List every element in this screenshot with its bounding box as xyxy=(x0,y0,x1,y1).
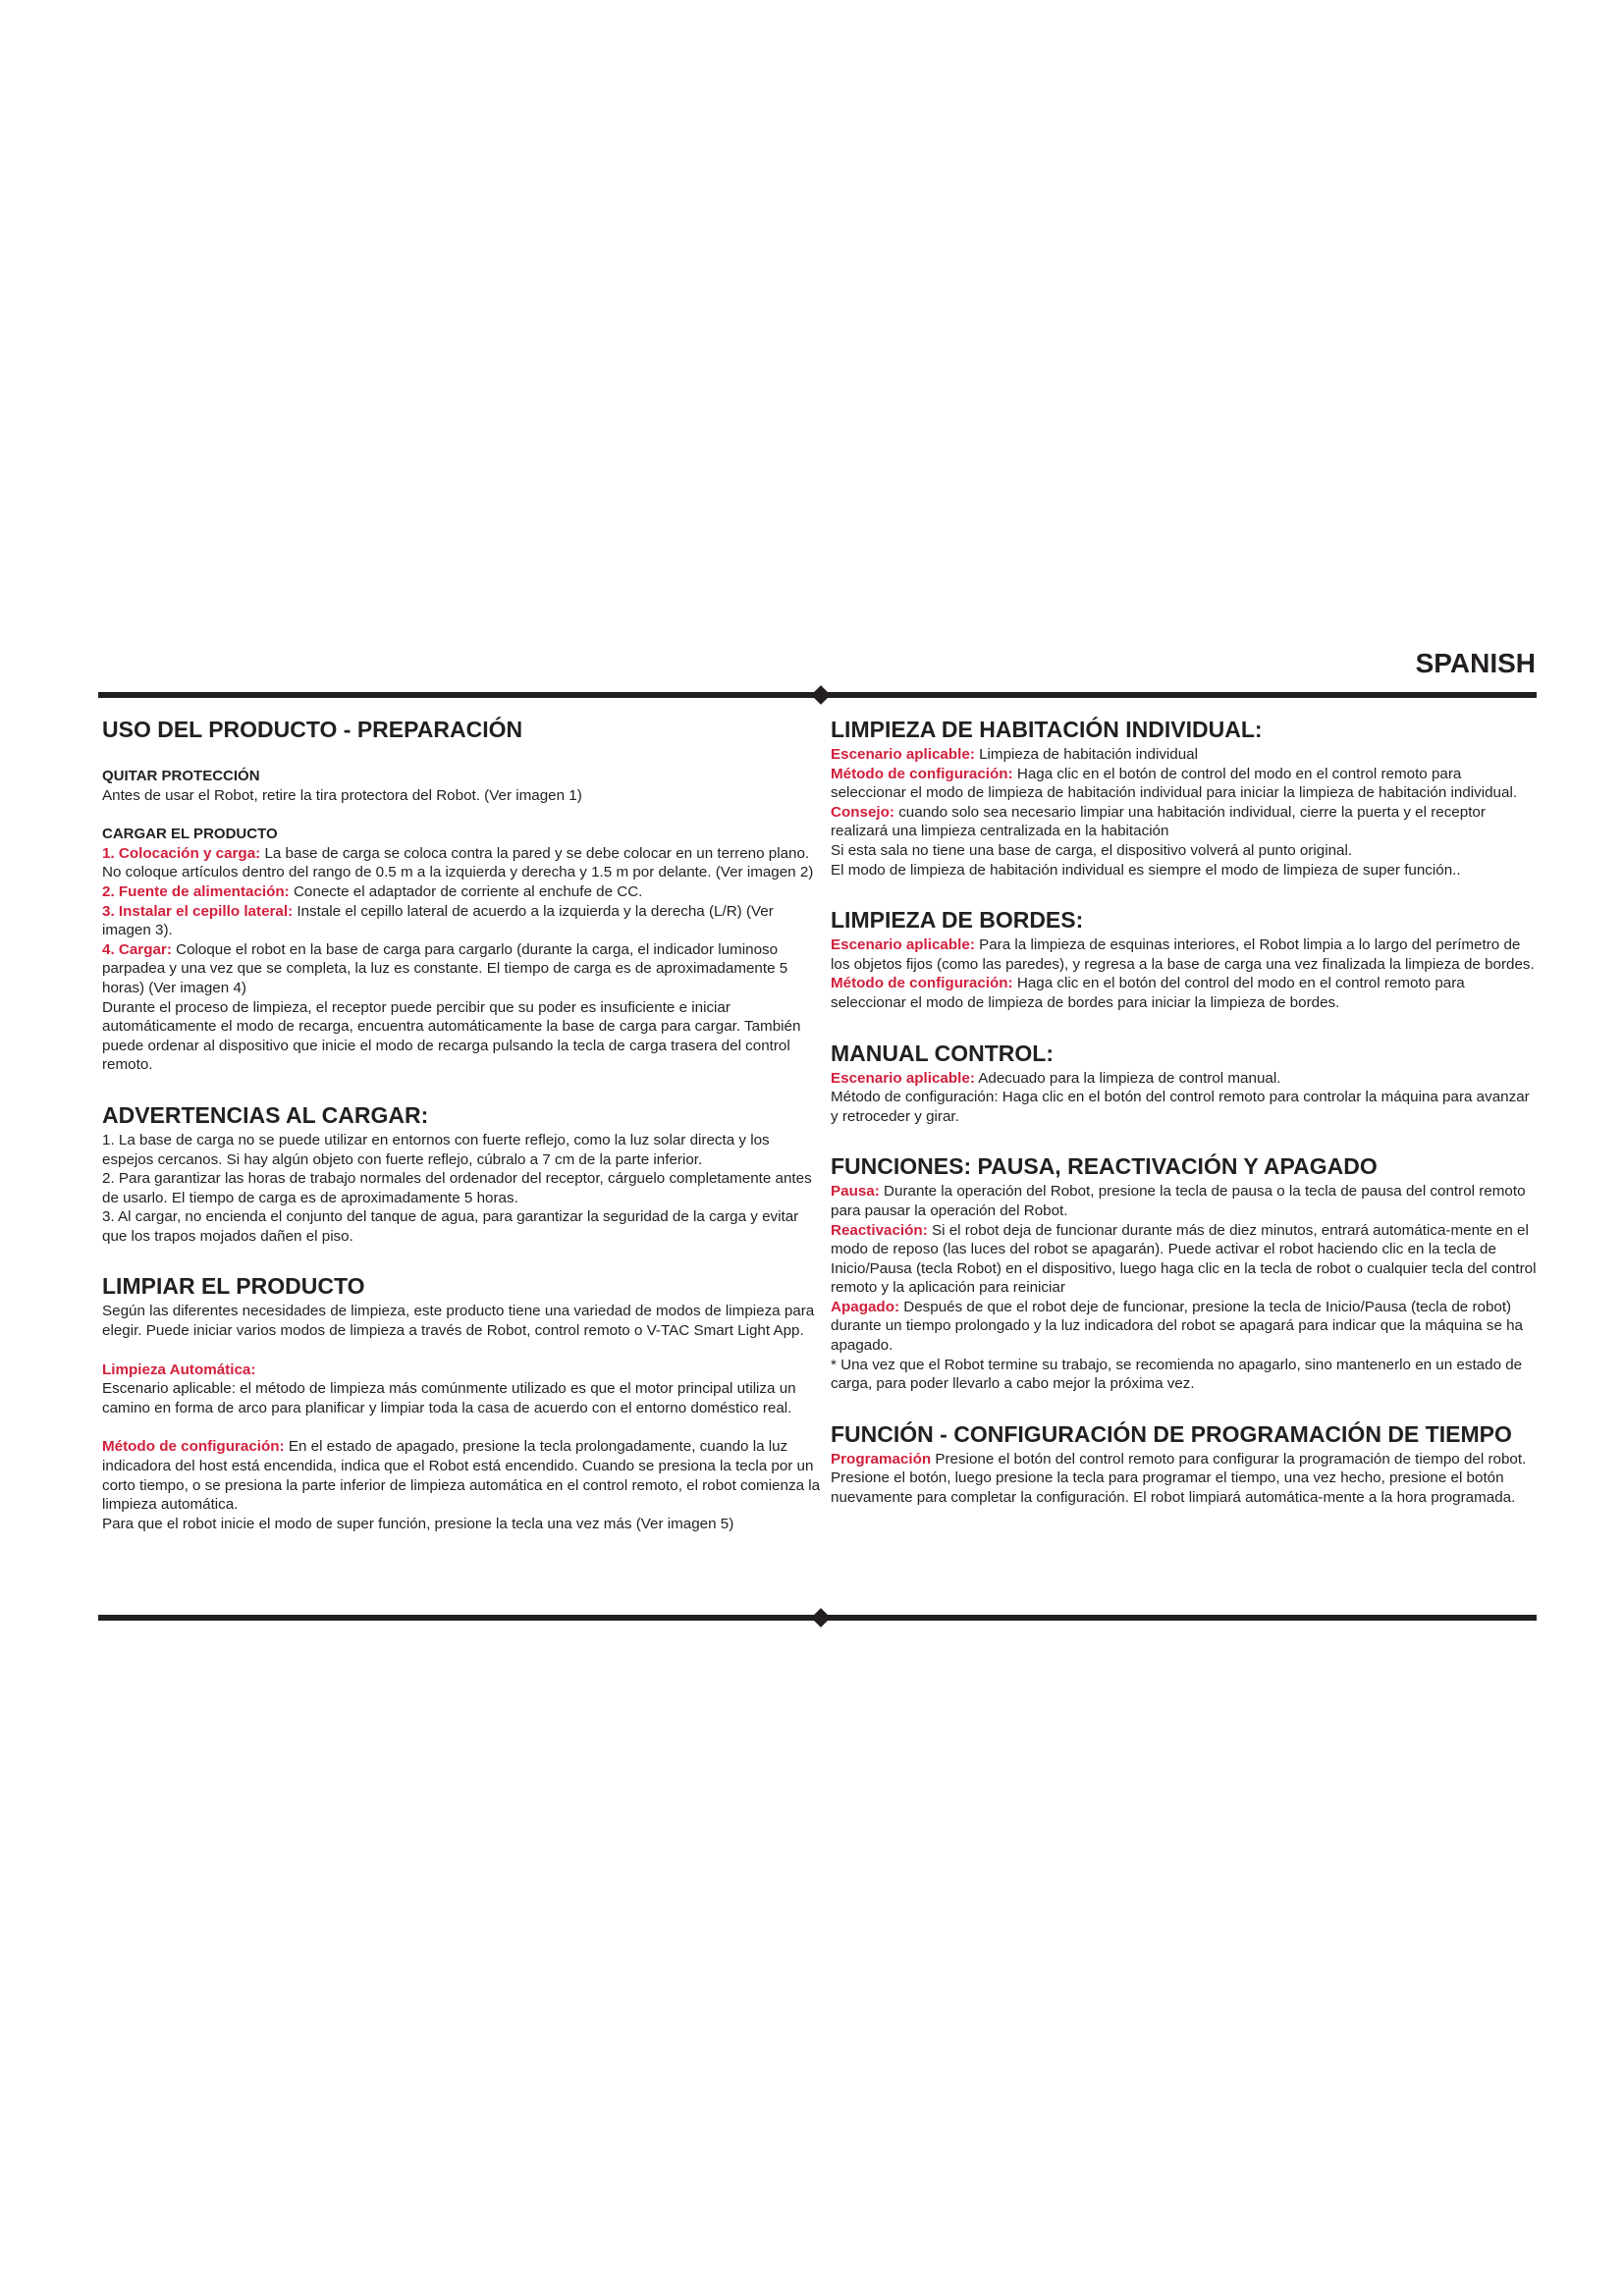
habitacion-escenario-text: Limpieza de habitación individual xyxy=(974,746,1199,763)
advertencias-title: ADVERTENCIAS AL CARGAR: xyxy=(102,1101,429,1128)
habitacion-si-esta: Si esta sala no tiene una base de carga, el dispositivo volverá al punto original. xyxy=(831,841,1353,859)
cargar-item-2 xyxy=(102,882,824,902)
metodo-body: En el estado de apagado, presione la tecla prolongadamente, cuando la luz indicadora del host está encendida, indica que el Robot está encendido. Cuando se presiona la tecla por un corto tiempo, o se presiona la parte inferior de limpieza automática en el control remoto, el robot comienza la limpieza automática. xyxy=(102,1438,821,1514)
durante-text: Durante el proceso de limpieza, el receptor puede percibir que su poder es insuficiente e iniciar automáticamente el modo de recarga, encuentra automáticamente la base de carga para cargar. También puede ordenar al dispositivo que inicie el modo de recarga pulsando la tecla de carga trasera del control remoto. xyxy=(102,998,801,1074)
bordes-escenario-text: Para la limpieza de esquinas interiores, el Robot limpia a lo largo del perímetro de los objetos fijos (como las paredes), y regresa a la base de carga una vez finalizada la limpieza de bordes. xyxy=(831,936,1535,973)
limpiar-intro: Según las diferentes necesidades de limpieza, este producto tiene una variedad de modos de limpieza para elegir. Puede iniciar varios modos de limpieza a través de Robot, control remoto o V-TAC Smart Light App. xyxy=(102,1303,815,1340)
apagado-text: Después de que el robot deje de funcionar, presione la tecla de Inicio/Pausa (tecla de robot) durante un tiempo prolongado y la luz indicadora del robot se apagará para indicar que la máquina se ha apagado. xyxy=(831,1298,1524,1355)
bordes-escenario-label: Escenario aplicable: xyxy=(831,936,975,954)
manual-escenario xyxy=(831,1069,1538,1089)
funciones-reactivacion xyxy=(831,1221,1538,1298)
funciones-apagado xyxy=(831,1298,1538,1356)
pausa-label: Pausa: xyxy=(831,1183,880,1201)
habitacion-modo: El modo de limpieza de habitación individual es siempre el modo de limpieza de super función.. xyxy=(831,861,1461,879)
uso-title: USO DEL PRODUCTO - PREPARACIÓN xyxy=(102,717,523,742)
language-label: SPANISH xyxy=(1415,648,1536,678)
habitacion-consejo-label: Consejo: xyxy=(831,803,894,821)
habitacion-escenario xyxy=(831,745,1538,765)
cargar-item-1-text: La base de carga se coloca contra la pared y se debe colocar en un terreno plano. No coloque artículos dentro del rango de 0.5 m a la izquierda y derecha y 1.5 m por delante. (Ver imagen 2) xyxy=(102,844,814,881)
limpiar-title: LIMPIAR EL PRODUCTO xyxy=(102,1273,365,1300)
auto-title: Limpieza Automática: xyxy=(102,1361,256,1378)
reactivacion-text: Si el robot deja de funcionar durante más de diez minutos, entrará automática-mente en el modo de reposo (las luces del robot se apagarán). Puede activar el robot haciendo clic en la tecla de Inicio/Pausa (tecla Robot) en el dispositivo, luego haga clic en la tecla de robot o cualquier tecla del control remoto y la aplicación para reiniciar xyxy=(831,1221,1537,1297)
bordes-metodo-label: Método de configuración: xyxy=(831,975,1013,992)
auto-text: Escenario aplicable: el método de limpieza más comúnmente utilizado es que el motor principal utiliza un camino en forma de arco para planificar y limpiar toda la casa de acuerdo con el entorno doméstico real. xyxy=(102,1380,796,1416)
cargar-item-4 xyxy=(102,940,824,998)
bordes-metodo-text: Haga clic en el botón del control del modo en el control remoto para seleccionar el modo de limpieza de bordes para iniciar la limpieza de bordes. xyxy=(831,975,1465,1011)
reactivacion-label: Reactivación: xyxy=(831,1221,928,1239)
apagado-label: Apagado: xyxy=(831,1298,900,1315)
cargar-item-3-label: 3. Instalar el cepillo lateral: xyxy=(102,902,294,920)
right-column xyxy=(831,717,1538,1508)
manual-title: MANUAL CONTROL: xyxy=(831,1040,1054,1066)
habitacion-consejo xyxy=(831,803,1538,841)
cargar-title: CARGAR EL PRODUCTO xyxy=(102,826,278,843)
top-divider-notch xyxy=(811,685,831,705)
cargar-item-4-label: 4. Cargar: xyxy=(102,940,172,958)
bordes-title: LIMPIEZA DE BORDES: xyxy=(831,907,1084,934)
bottom-divider-notch xyxy=(811,1608,831,1628)
habitacion-escenario-label: Escenario aplicable: xyxy=(831,746,975,763)
cargar-item-2-label: 2. Fuente de alimentación: xyxy=(102,882,290,900)
metodo-label: Método de configuración: xyxy=(102,1438,285,1456)
cargar-item-1 xyxy=(102,844,824,882)
habitacion-metodo xyxy=(831,765,1538,803)
programacion-text xyxy=(831,1450,1538,1508)
habitacion-title: LIMPIEZA DE HABITACIÓN INDIVIDUAL: xyxy=(831,717,1263,742)
cargar-item-1-label: 1. Colocación y carga: xyxy=(102,844,261,862)
advertencia-2: 2. Para garantizar las horas de trabajo normales del ordenador del receptor, cárguelo completamente antes de usarlo. El tiempo de carga es de aproximadamente 5 horas. xyxy=(102,1170,812,1206)
metodo-text xyxy=(102,1437,824,1514)
habitacion-metodo-label: Método de configuración: xyxy=(831,765,1013,782)
manual-metodo: Método de configuración: Haga clic en el botón del control remoto para controlar la máquina para avanzar y retroceder y girar. xyxy=(831,1089,1530,1125)
cargar-item-2-text: Conecte el adaptador de corriente al enchufe de CC. xyxy=(289,882,643,900)
cargar-item-3 xyxy=(102,902,824,940)
cargar-item-3-text: Instale el cepillo lateral de acuerdo a la izquierda y la derecha (L/R) (Ver imagen 3). xyxy=(102,902,774,939)
pausa-text: Durante la operación del Robot, presione la tecla de pausa o la tecla de pausa del control remoto para pausar la operación del Robot. xyxy=(831,1183,1526,1219)
funciones-title: FUNCIONES: PAUSA, REACTIVACIÓN Y APAGADO xyxy=(831,1153,1378,1180)
bordes-escenario xyxy=(831,935,1538,974)
advertencia-1: 1. La base de carga no se puede utilizar en entornos con fuerte reflejo, como la luz solar directa y los espejos cercanos. Si hay algún objeto con fuerte reflejo, cúbralo a 7 cm de la parte inferior. xyxy=(102,1131,770,1168)
programacion-body: Presione el botón del control remoto para configurar la programación de tiempo del robot. Presione el botón, luego presione la tecla para programar el tiempo, una vez hecho, presione el botón nuevamente para completar la configuración. El robot limpiará automática-mente a la hora programada. xyxy=(831,1450,1527,1507)
manual-escenario-label: Escenario aplicable: xyxy=(831,1069,975,1087)
left-column xyxy=(102,717,824,1533)
super-text: Para que el robot inicie el modo de super función, presione la tecla una vez más (Ver imagen 5) xyxy=(102,1515,734,1532)
bordes-metodo xyxy=(831,974,1538,1012)
programacion-title: FUNCIÓN - CONFIGURACIÓN DE PROGRAMACIÓN DE TIEMPO xyxy=(831,1420,1512,1447)
advertencia-3: 3. Al cargar, no encienda el conjunto del tanque de agua, para garantizar la seguridad de la carga y evitar que los trapos mojados dañen el piso. xyxy=(102,1208,799,1245)
programacion-label: Programación xyxy=(831,1450,932,1468)
funciones-note: * Una vez que el Robot termine su trabajo, se recomienda no apagarlo, sino mantenerlo en un estado de carga, para poder llevarlo a cabo mejor la próxima vez. xyxy=(831,1356,1523,1393)
quitar-title: QUITAR PROTECCIÓN xyxy=(102,768,260,784)
quitar-text: Antes de usar el Robot, retire la tira protectora del Robot. (Ver imagen 1) xyxy=(102,786,582,804)
habitacion-metodo-text: Haga clic en el botón de control del modo en el control remoto para seleccionar el modo de limpieza de habitación individual para iniciar la limpieza de habitación individual. xyxy=(831,765,1518,802)
funciones-pausa xyxy=(831,1182,1538,1220)
manual-escenario-text: Adecuado para la limpieza de control manual. xyxy=(974,1069,1281,1087)
cargar-item-4-text: Coloque el robot en la base de carga para cargarlo (durante la carga, el indicador luminoso parpadea y una vez que se completa, la luz es constante. El tiempo de carga es de aproximadamente 5 horas) (Ver imagen 4) xyxy=(102,940,788,996)
habitacion-consejo-text: cuando solo sea necesario limpiar una habitación individual, cierre la puerta y el receptor realizará una limpieza centralizada en la habitación xyxy=(831,803,1486,840)
